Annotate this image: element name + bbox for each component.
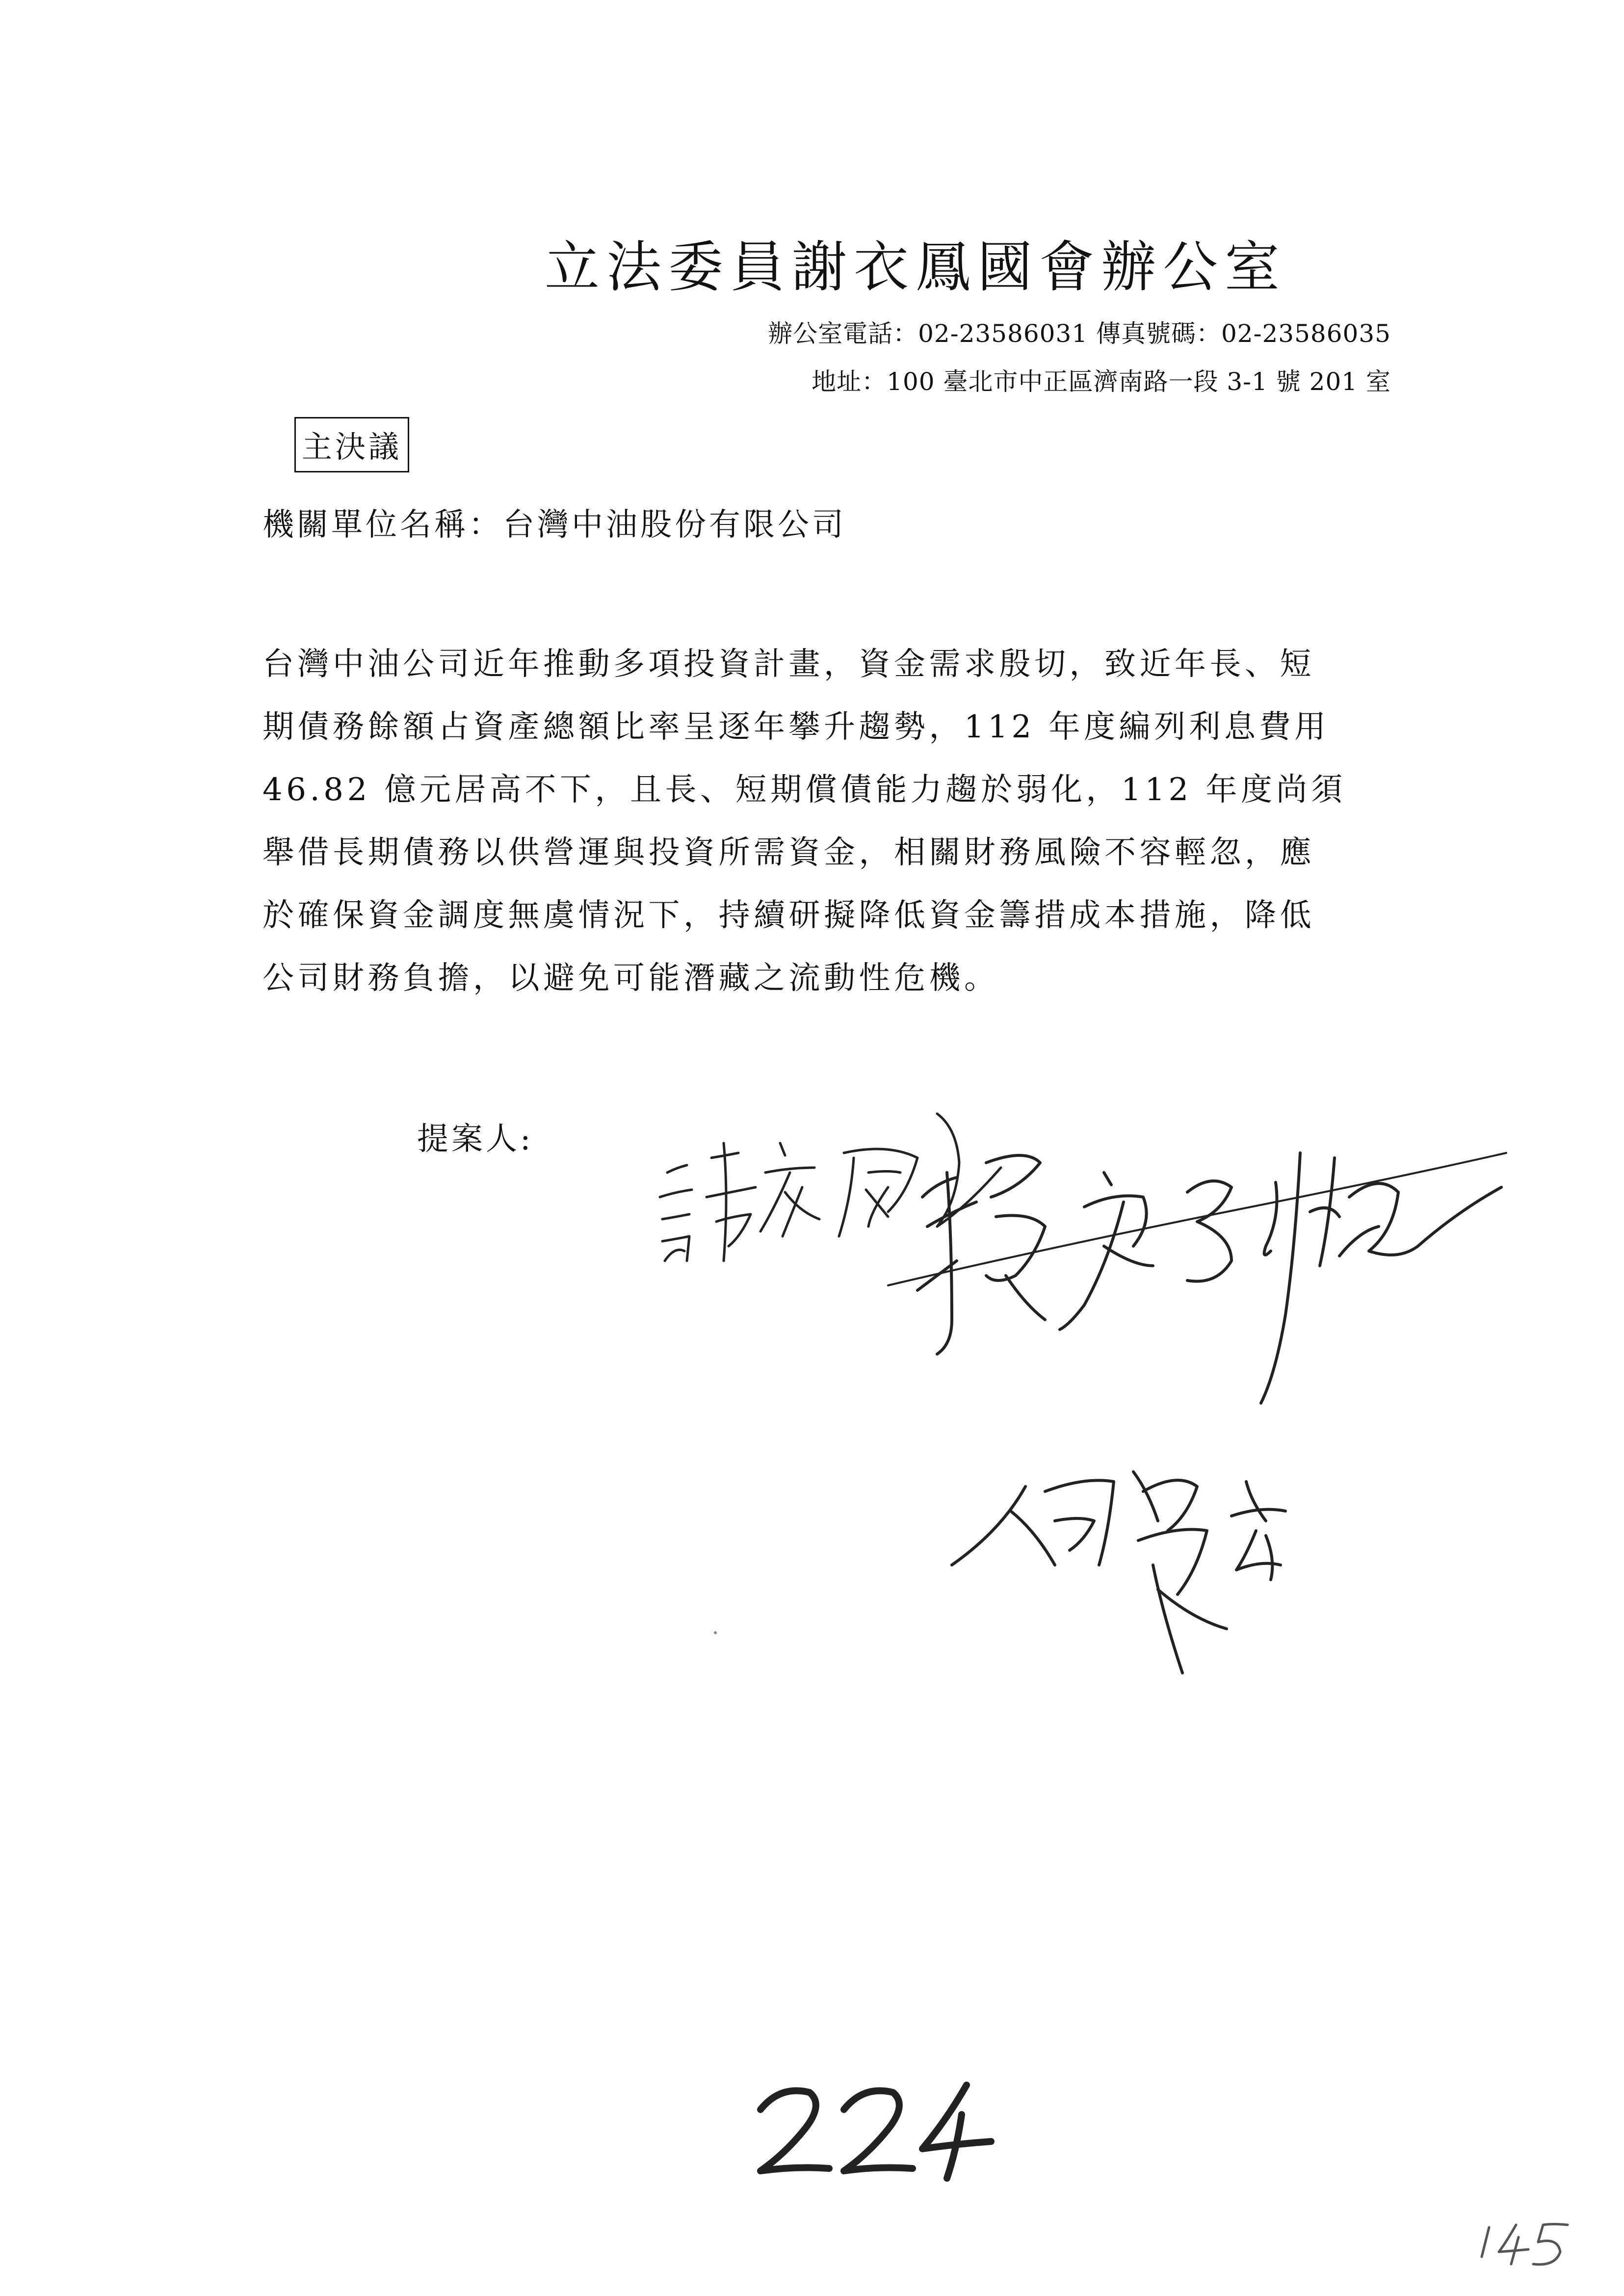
handwritten-corner-number (1474, 2218, 1572, 2271)
body-line: 46.82 億元居高不下，且長、短期償債能力趨於弱化，112 年度尚須 (262, 772, 1346, 808)
resolution-type-box: 主決議 (294, 417, 409, 472)
scan-speck (714, 1631, 717, 1634)
body-line: 於確保資金調度無虞情況下，持續研擬降低資金籌措成本措施，降低 (262, 897, 1315, 934)
resolution-body (262, 633, 1401, 1010)
handwritten-page-number (751, 2075, 996, 2183)
body-line: 舉借長期債務以供營運與投資所需資金，相關財務風險不容輕忽，應 (262, 835, 1315, 871)
signature-3 (952, 1472, 1285, 1673)
office-address: 地址：100 臺北市中正區濟南路一段 3-1 號 201 室 (812, 367, 1391, 396)
agency-name: 機關單位名稱：台灣中油股份有限公司 (262, 507, 846, 543)
office-title: 立法委員謝衣鳳國會辦公室 (545, 235, 1286, 299)
body-line: 期債務餘額占資產總額比率呈逐年攀升趨勢，112 年度編列利息費用 (262, 709, 1330, 745)
body-line: 台灣中油公司近年推動多項投資計畫，資金需求殷切，致近年長、短 (262, 646, 1315, 682)
proposer-label: 提案人: (417, 1121, 534, 1157)
office-phone-fax: 辦公室電話：02-23586031 傳真號碼：02-23586035 (768, 319, 1391, 348)
handwritten-signatures (613, 1099, 1570, 1747)
body-line: 公司財務負擔，以避免可能潛藏之流動性危機。 (262, 960, 999, 996)
